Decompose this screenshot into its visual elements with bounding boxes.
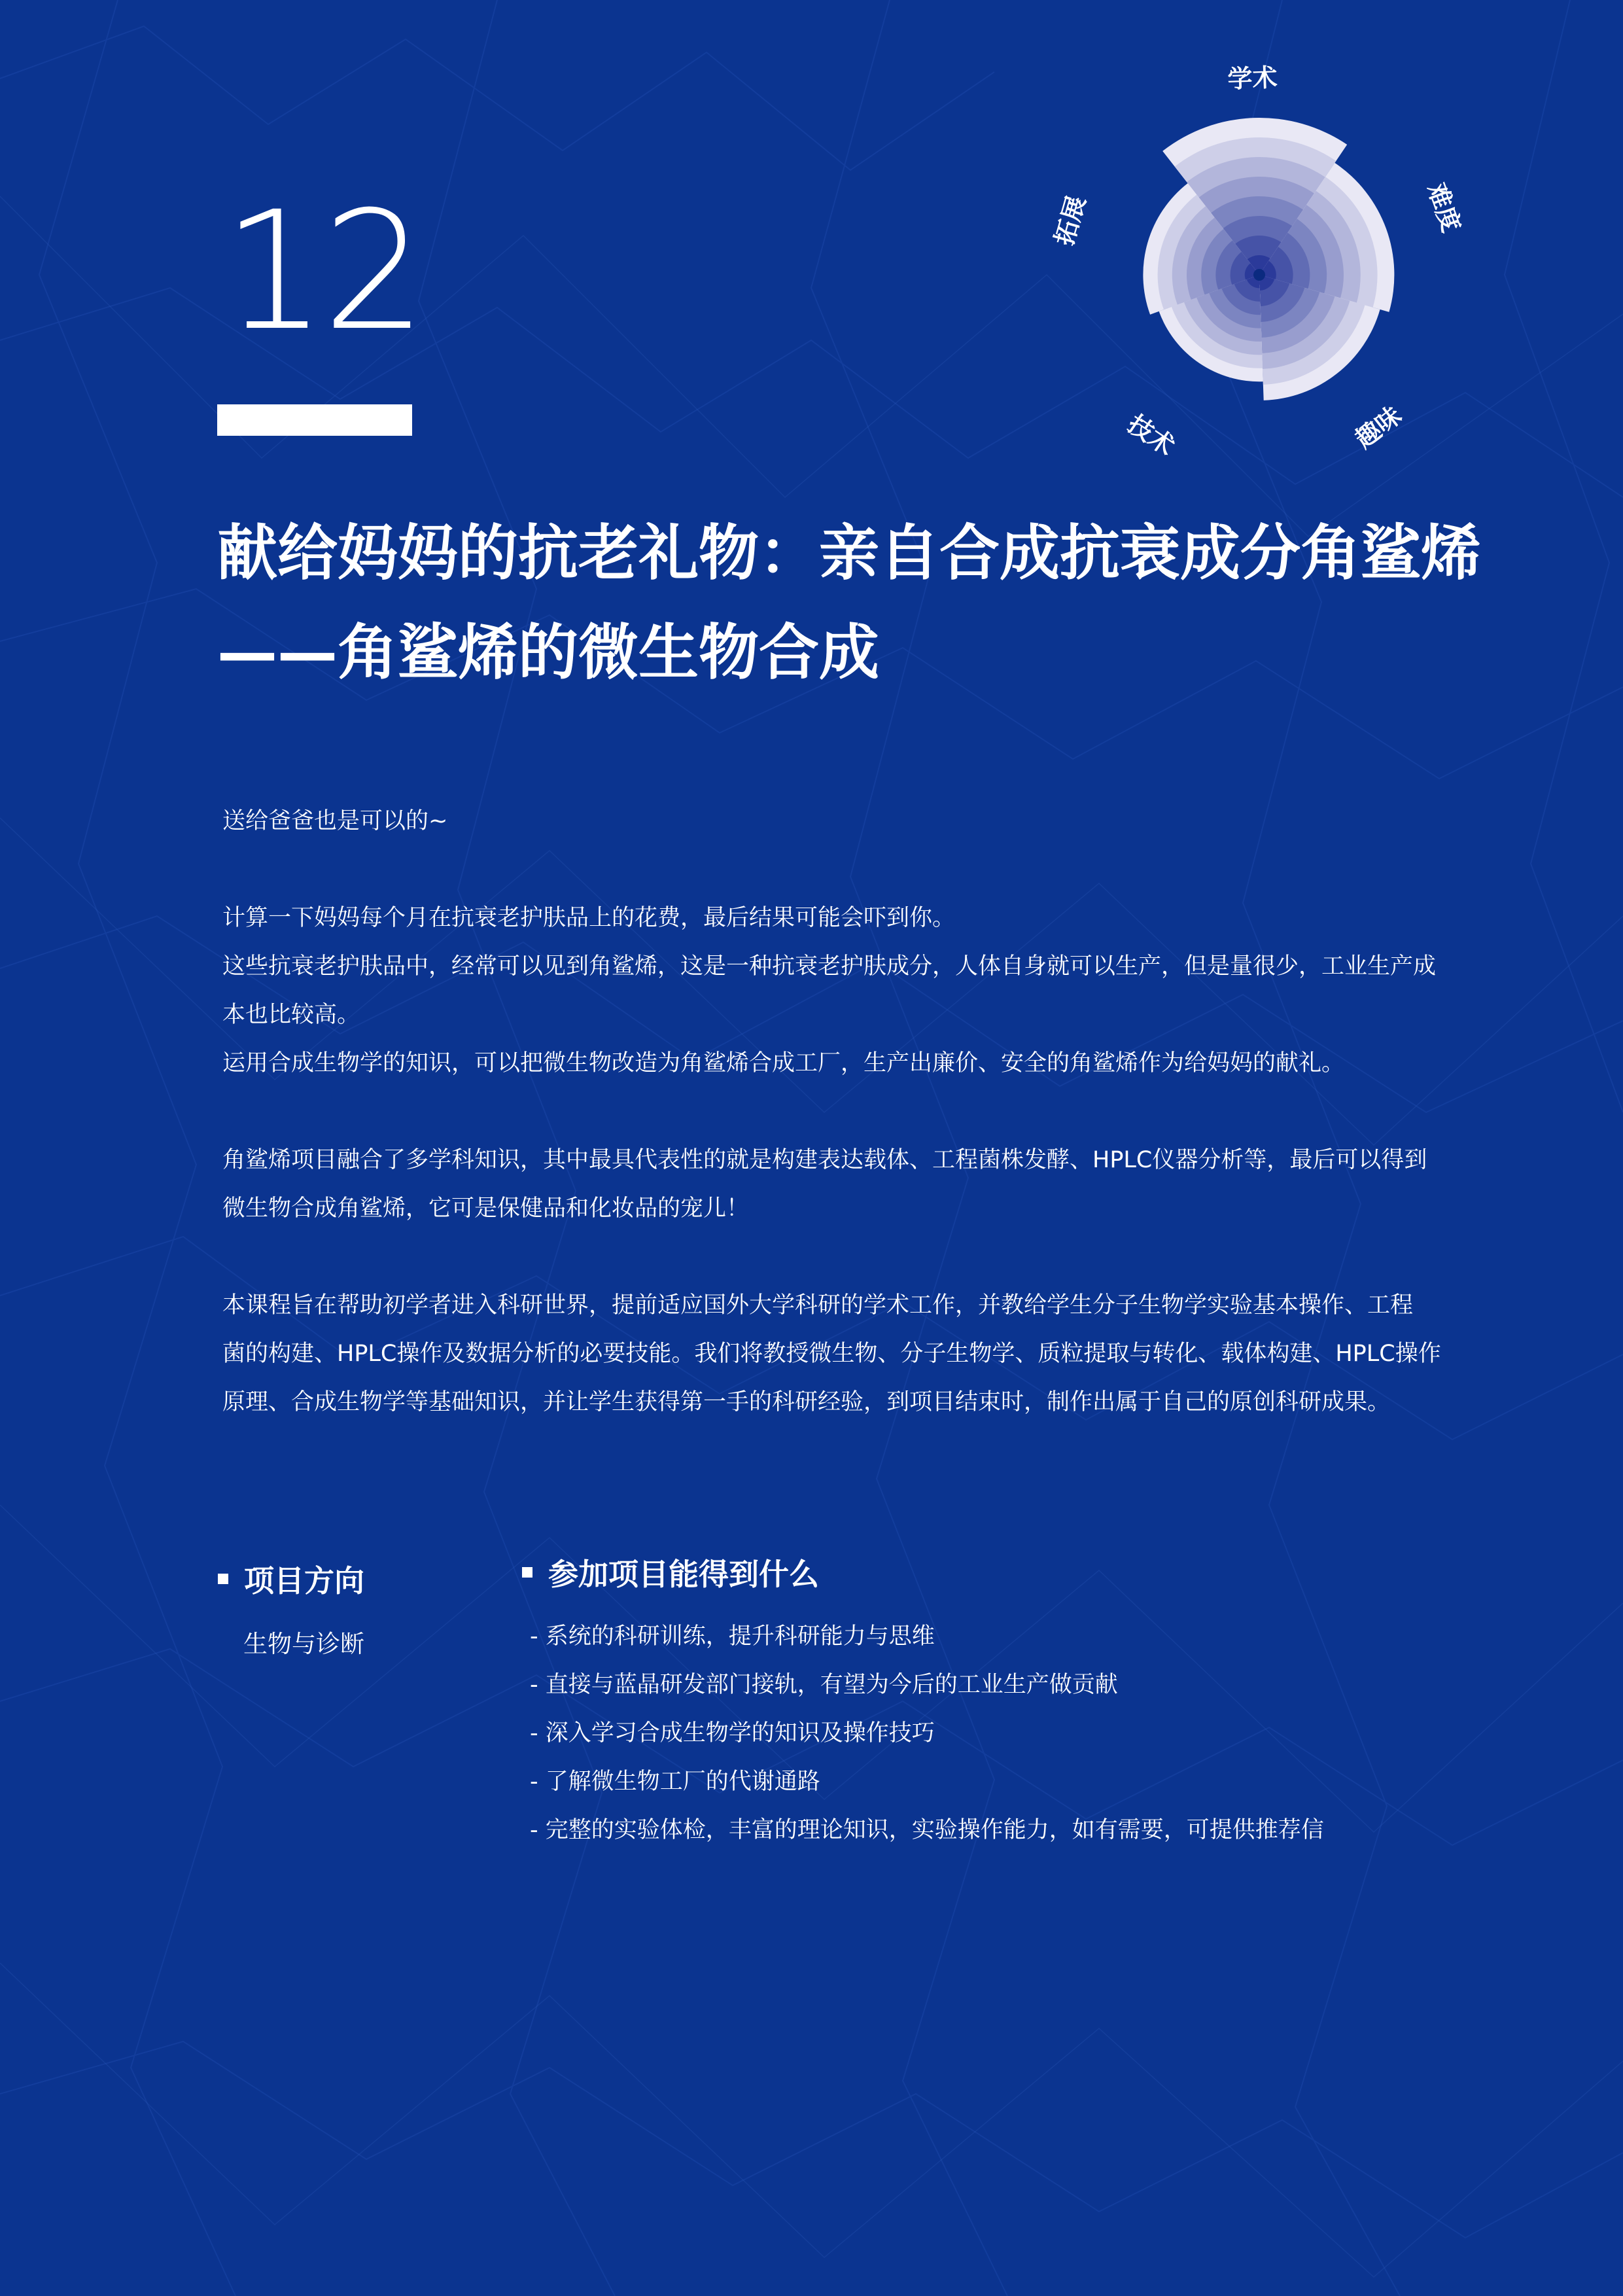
description (222, 797, 1465, 1426)
paragraph-line: 本课程旨在帮助初学者进入科研世界，提前适应国外大学科研的学术工作，并教给学生分子生物学实验基本操作、工程 (222, 1292, 1414, 1318)
title-line-2: ——角鲨烯的微生物合成 (217, 618, 880, 688)
list-item: - 深入学习合成生物学的知识及操作技巧 (530, 1720, 935, 1746)
rose-axis-label: 趣味 (1350, 400, 1407, 454)
paragraph-line: 这些抗衰老护肤品中，经常可以见到角鲨烯，这是一种抗衰老护肤成分，人体自身就可以生产，但是量很少，工业生产成 (222, 953, 1437, 980)
square-bullet-icon (522, 1567, 532, 1578)
direction-value: 生物与诊断 (243, 1630, 364, 1658)
rose-axis-label: 学术 (1227, 63, 1278, 94)
rose-sectors (1143, 118, 1394, 400)
paragraph-line: 计算一下妈妈每个月在抗衰老护肤品上的花费，最后结果可能会吓到你。 (222, 905, 956, 931)
paragraph-line: 微生物合成角鲨烯，它可是保健品和化妆品的宠儿！ (222, 1195, 750, 1222)
paragraph-line: 本也比较高。 (222, 1002, 360, 1028)
gains-heading (522, 1551, 819, 1594)
rose-axis-label: 技术 (1122, 409, 1180, 461)
paragraph-line: 送给爸爸也是可以的~ (222, 808, 448, 834)
list-item: - 了解微生物工厂的代谢通路 (530, 1769, 820, 1795)
list-item: - 系统的科研训练，提升科研能力与思维 (530, 1623, 935, 1650)
paragraph-line: 原理、合成生物学等基础知识，并让学生获得第一手的科研经验，到项目结束时，制作出属于自己的原创科研成果。 (222, 1389, 1391, 1415)
gains-list (530, 1612, 1324, 1854)
project-number: 12 (222, 176, 423, 366)
rose-center-dot (1253, 269, 1265, 281)
rose-axis-label: 难度 (1422, 179, 1467, 236)
title-line-1: 献给妈妈的抗老礼物：亲自合成抗衰成分角鲨烯 (217, 518, 1482, 588)
gains-heading-label: 参加项目能得到什么 (548, 1557, 819, 1592)
rose-chart (1034, 59, 1505, 504)
paragraph-line: 菌的构建、HPLC操作及数据分析的必要技能。我们将教授微生物、分子生物学、质粒提取与转化、载体构建、HPLC操作 (222, 1341, 1441, 1367)
number-underline-bar (217, 404, 412, 436)
square-bullet-icon (218, 1574, 228, 1584)
project-title (217, 504, 1526, 703)
rose-axis-label: 拓展 (1049, 192, 1091, 249)
list-item: - 完整的实验体检，丰富的理论知识，实验操作能力，如有需要，可提供推荐信 (530, 1817, 1324, 1843)
paragraph-line: 角鲨烯项目融合了多学科知识，其中最具代表性的就是构建表达载体、工程菌株发酵、HPLC仪器分析等，最后可以得到 (222, 1147, 1427, 1173)
paragraph-line: 运用合成生物学的知识，可以把微生物改造为角鲨烯合成工厂，生产出廉价、安全的角鲨烯作为给妈妈的献礼。 (222, 1050, 1345, 1076)
direction-heading-label: 项目方向 (244, 1563, 364, 1598)
list-item: - 直接与蓝晶研发部门接轨，有望为今后的工业生产做贡献 (530, 1672, 1118, 1698)
direction-heading (218, 1557, 364, 1600)
